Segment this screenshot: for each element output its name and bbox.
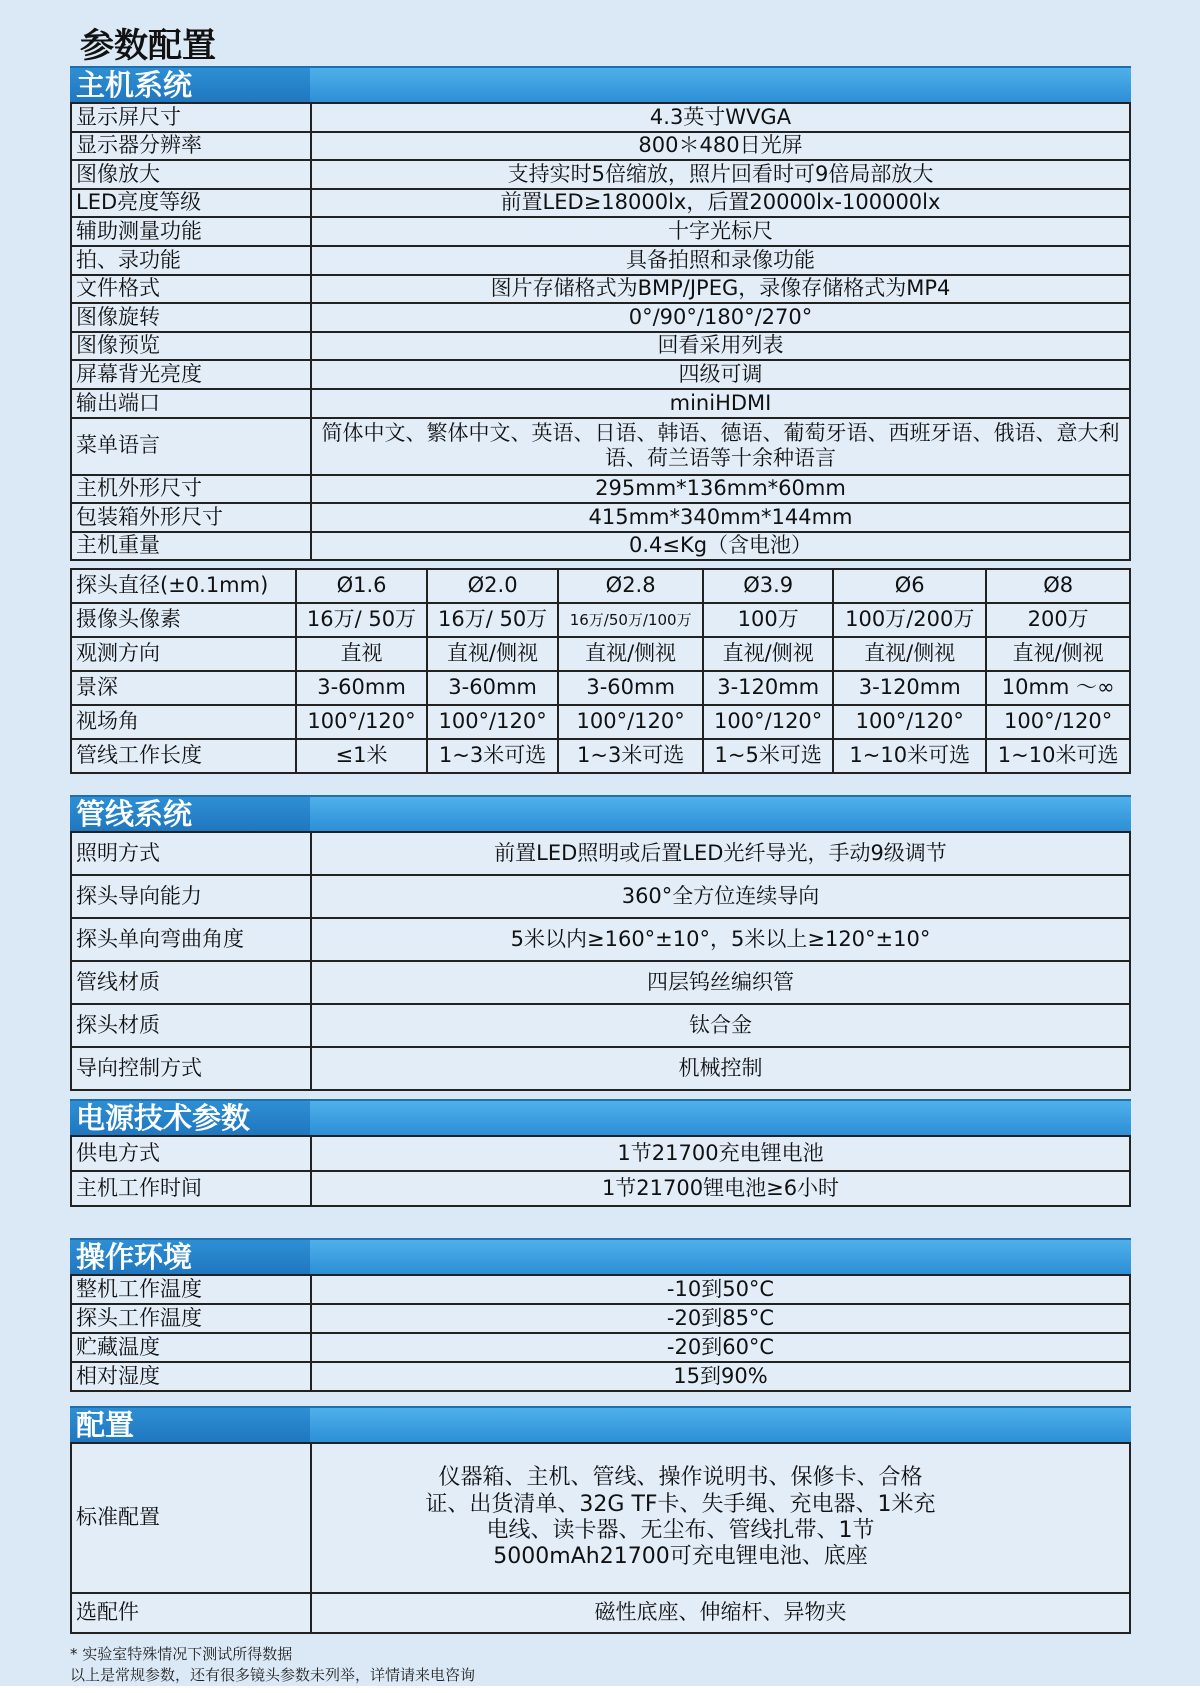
table-row [71, 1362, 1130, 1391]
table-row [71, 1004, 1130, 1047]
row-label: 显示器分辨率 [71, 132, 311, 161]
table-row [71, 1171, 1130, 1206]
footnote: * 实验室特殊情况下测试所得数据 [70, 1645, 293, 1663]
row-label: 图像预览 [71, 332, 311, 361]
row-value: 16万/50万/100万 [558, 603, 703, 637]
section-env [70, 1238, 1131, 1392]
row-value: 回看采用列表 [311, 332, 1130, 361]
section-title: 配置 [70, 1408, 310, 1442]
row-label: 包装箱外形尺寸 [71, 503, 311, 532]
table-row [71, 1304, 1130, 1333]
row-value: 1节21700充电锂电池 [311, 1136, 1130, 1171]
row-label: 主机重量 [71, 532, 311, 561]
row-value: 1~3米可选 [427, 739, 558, 773]
table-row [71, 1333, 1130, 1362]
row-value: 415mm*340mm*144mm [311, 503, 1130, 532]
row-value: 直视/侧视 [986, 637, 1130, 671]
row-value: 3-60mm [427, 671, 558, 705]
table-row [71, 1136, 1130, 1171]
table-row [71, 705, 1130, 739]
row-label: 贮藏温度 [71, 1333, 311, 1362]
row-value: 15到90% [311, 1362, 1130, 1391]
spec-table [70, 831, 1131, 1091]
row-value: 十字光标尺 [311, 217, 1130, 246]
row-value: 100°/120° [296, 705, 427, 739]
row-value: 3-120mm [703, 671, 833, 705]
row-label: 景深 [71, 671, 296, 705]
row-value: Ø8 [986, 569, 1130, 603]
table-row [71, 189, 1130, 218]
row-value: 1~5米可选 [703, 739, 833, 773]
row-label: 标准配置 [71, 1443, 311, 1593]
spec-table [70, 1135, 1131, 1207]
row-label: 管线材质 [71, 961, 311, 1004]
row-value: 直视/侧视 [558, 637, 703, 671]
table-row [71, 569, 1130, 603]
row-value: 100万 [703, 603, 833, 637]
spec-table [70, 1274, 1131, 1392]
table-row [71, 1275, 1130, 1304]
row-value: 295mm*136mm*60mm [311, 475, 1130, 504]
row-value: 3-60mm [558, 671, 703, 705]
row-value: 四层钨丝编织管 [311, 961, 1130, 1004]
row-value: 四级可调 [311, 360, 1130, 389]
table-row [71, 961, 1130, 1004]
table-row [71, 275, 1130, 304]
row-label: 图像旋转 [71, 303, 311, 332]
row-label: 屏幕背光亮度 [71, 360, 311, 389]
row-label: 探头直径(±0.1mm) [71, 569, 296, 603]
row-label: 显示屏尺寸 [71, 103, 311, 132]
row-label: 输出端口 [71, 389, 311, 418]
row-value: 100万/200万 [833, 603, 986, 637]
table-row [71, 103, 1130, 132]
table-row [71, 1047, 1130, 1090]
section-header [70, 1406, 1131, 1442]
row-value: 5米以内≥160°±10°，5米以上≥120°±10° [311, 918, 1130, 961]
section-title: 主机系统 [70, 68, 310, 102]
row-value: 具备拍照和录像功能 [311, 246, 1130, 275]
table-row [71, 332, 1130, 361]
table-row [71, 503, 1130, 532]
row-label: 选配件 [71, 1593, 311, 1633]
row-label: 整机工作温度 [71, 1275, 311, 1304]
row-label: 文件格式 [71, 275, 311, 304]
row-value: 3-120mm [833, 671, 986, 705]
row-value: 钛合金 [311, 1004, 1130, 1047]
row-label: 主机工作时间 [71, 1171, 311, 1206]
row-value: 100°/120° [703, 705, 833, 739]
row-value: 磁性底座、伸缩杆、异物夹 [311, 1593, 1130, 1633]
table-row [71, 217, 1130, 246]
section-header [70, 1238, 1131, 1274]
table-row [71, 132, 1130, 161]
row-value: 360°全方位连续导向 [311, 875, 1130, 918]
table-row [71, 739, 1130, 773]
section-title: 操作环境 [70, 1240, 310, 1274]
row-value: 1~10米可选 [833, 739, 986, 773]
row-label: 图像放大 [71, 160, 311, 189]
table-row [71, 875, 1130, 918]
section-tube [70, 795, 1131, 1091]
table-row [71, 1443, 1130, 1593]
table-row [71, 360, 1130, 389]
row-value: 直视 [296, 637, 427, 671]
page-title: 参数配置 [80, 26, 216, 66]
row-label: 相对湿度 [71, 1362, 311, 1391]
row-label: 视场角 [71, 705, 296, 739]
row-label: 摄像头像素 [71, 603, 296, 637]
table-row [71, 418, 1130, 475]
row-value: 800＊480日光屏 [311, 132, 1130, 161]
section-title: 电源技术参数 [70, 1101, 310, 1135]
row-value: Ø2.0 [427, 569, 558, 603]
row-value: 直视/侧视 [427, 637, 558, 671]
row-value: 前置LED照明或后置LED光纤导光，手动9级调节 [311, 832, 1130, 875]
table-row [71, 160, 1130, 189]
row-value: Ø1.6 [296, 569, 427, 603]
row-value: 16万/ 50万 [296, 603, 427, 637]
row-value: 200万 [986, 603, 1130, 637]
table-row [71, 603, 1130, 637]
section-header [70, 795, 1131, 831]
row-value: 1节21700锂电池≥6小时 [311, 1171, 1130, 1206]
table-row [71, 303, 1130, 332]
row-label: 照明方式 [71, 832, 311, 875]
row-value: 仪器箱、主机、管线、操作说明书、保修卡、合格证、出货清单、32G TF卡、失手绳、充电器、1米充电线、读卡器、无尘布、管线扎带、1节5000mAh21700可充电锂电池、底座 [311, 1443, 1130, 1593]
row-label: 探头导向能力 [71, 875, 311, 918]
row-label: 探头工作温度 [71, 1304, 311, 1333]
row-label: 观测方向 [71, 637, 296, 671]
row-value: 前置LED≥18000lx，后置20000lx-100000lx [311, 189, 1130, 218]
row-label: 管线工作长度 [71, 739, 296, 773]
row-value: 4.3英寸WVGA [311, 103, 1130, 132]
row-value: 直视/侧视 [703, 637, 833, 671]
section-power [70, 1099, 1131, 1207]
row-value: 16万/ 50万 [427, 603, 558, 637]
spec-table [70, 102, 1131, 561]
row-value: -20到85°C [311, 1304, 1130, 1333]
row-value: 100°/120° [833, 705, 986, 739]
table-row [71, 389, 1130, 418]
section-probe [70, 568, 1131, 774]
row-value: -20到60°C [311, 1333, 1130, 1362]
row-value: 0°/90°/180°/270° [311, 303, 1130, 332]
row-value: 图片存储格式为BMP/JPEG，录像存储格式为MP4 [311, 275, 1130, 304]
table-row [71, 475, 1130, 504]
row-value: ≤1米 [296, 739, 427, 773]
row-value: 简体中文、繁体中文、英语、日语、韩语、德语、葡萄牙语、西班牙语、俄语、意大利语、荷兰语等十余种语言 [311, 418, 1130, 475]
section-title: 管线系统 [70, 797, 310, 831]
row-label: 导向控制方式 [71, 1047, 311, 1090]
row-label: LED亮度等级 [71, 189, 311, 218]
row-value: 3-60mm [296, 671, 427, 705]
row-value: 0.4≤Kg（含电池） [311, 532, 1130, 561]
table-row [71, 918, 1130, 961]
footnote: 以上是常规参数，还有很多镜头参数未列举，详情请来电咨询 [70, 1666, 476, 1684]
table-row [71, 246, 1130, 275]
table-row [71, 532, 1130, 561]
row-value: miniHDMI [311, 389, 1130, 418]
row-value: 直视/侧视 [833, 637, 986, 671]
table-row [71, 671, 1130, 705]
row-label: 供电方式 [71, 1136, 311, 1171]
row-label: 拍、录功能 [71, 246, 311, 275]
row-value: Ø6 [833, 569, 986, 603]
row-value: 100°/120° [558, 705, 703, 739]
row-value: 10mm ～∞ [986, 671, 1130, 705]
row-label: 探头单向弯曲角度 [71, 918, 311, 961]
row-value: 100°/120° [986, 705, 1130, 739]
table-row [71, 1593, 1130, 1633]
row-label: 主机外形尺寸 [71, 475, 311, 504]
section-header [70, 66, 1131, 102]
section-config [70, 1406, 1131, 1634]
row-label: 菜单语言 [71, 418, 311, 475]
row-value: 1~3米可选 [558, 739, 703, 773]
table-row [71, 832, 1130, 875]
row-value: 机械控制 [311, 1047, 1130, 1090]
row-label: 探头材质 [71, 1004, 311, 1047]
probe-table [70, 568, 1131, 774]
section-header [70, 1099, 1131, 1135]
row-label: 辅助测量功能 [71, 217, 311, 246]
row-value: Ø2.8 [558, 569, 703, 603]
section-host [70, 66, 1131, 561]
table-row [71, 637, 1130, 671]
row-value: 支持实时5倍缩放，照片回看时可9倍局部放大 [311, 160, 1130, 189]
row-value: 100°/120° [427, 705, 558, 739]
row-value: Ø3.9 [703, 569, 833, 603]
row-value: 1~10米可选 [986, 739, 1130, 773]
spec-table [70, 1442, 1131, 1634]
row-value: -10到50°C [311, 1275, 1130, 1304]
